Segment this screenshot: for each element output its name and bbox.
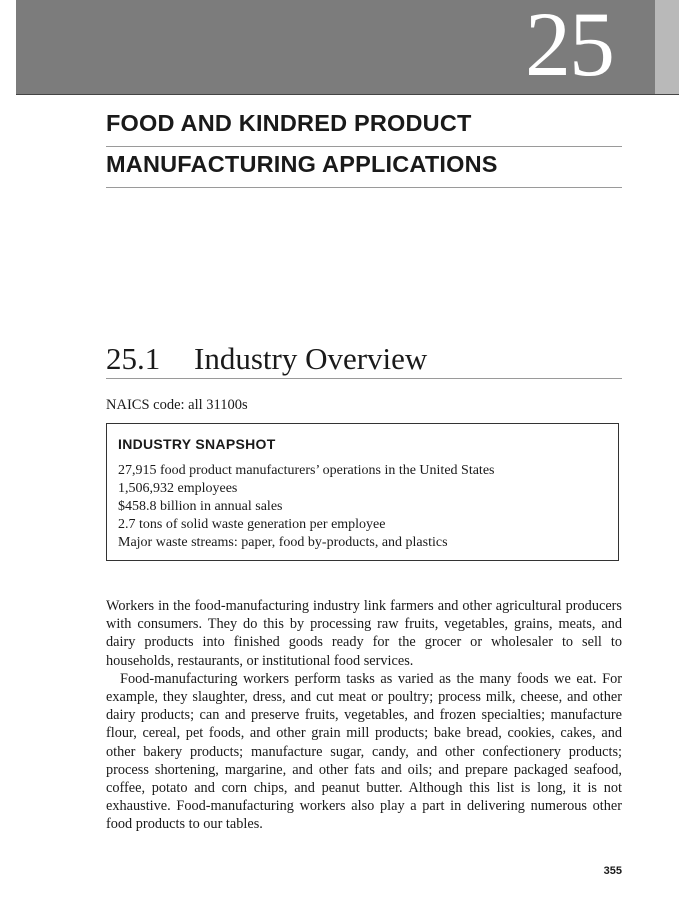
chapter-title-line-1: FOOD AND KINDRED PRODUCT	[106, 106, 622, 147]
body-text	[106, 597, 622, 834]
snapshot-item: $458.8 billion in annual sales	[118, 499, 283, 514]
snapshot-item: 2.7 tons of solid waste generation per employee	[118, 517, 386, 532]
snapshot-item: 1,506,932 employees	[118, 481, 238, 496]
industry-snapshot-box	[106, 423, 619, 561]
naics-code: NAICS code: all 31100s	[106, 397, 248, 413]
section-number: 25.1	[106, 341, 161, 376]
chapter-title	[106, 106, 622, 188]
snapshot-item: Major waste streams: paper, food by-products, and plastics	[118, 535, 448, 550]
snapshot-item: 27,915 food product manufacturers’ operations in the United States	[118, 463, 495, 478]
section-heading	[106, 341, 622, 379]
chapter-tab	[655, 0, 679, 94]
chapter-number: 25	[525, 0, 613, 95]
page-number: 355	[603, 865, 622, 877]
chapter-banner	[16, 0, 679, 95]
snapshot-list	[118, 462, 494, 552]
body-paragraph: Workers in the food-manufacturing industry link farmers and other agricultural producers with consumers. They do this by processing raw fruits, vegetables, grains, meats, and dairy products into finished goods ready for the grocer or wholesaler to sell to households, restaurants, or institutional food services.	[106, 598, 622, 669]
section-title: Industry Overview	[194, 341, 428, 376]
chapter-title-line-2: MANUFACTURING APPLICATIONS	[106, 147, 622, 188]
body-paragraph: Food-manufacturing workers perform tasks as varied as the many foods we eat. For example, they slaughter, dress, and cut meat or poultry; process milk, cheese, and other dairy products; can and preserve fruits, vegetables, and frozen specialties; manufacture flour, cereal, pet foods, and other grain mill products; bake bread, cookies, cakes, and other bakery products; manufacture sugar, candy, and other confectionery products; process shortening, margarine, and other fats and oils; and prepare packaged seafood, coffee, potato and corn chips, and peanut butter. Although this list is long, it is not exhaustive. Food-manufacturing workers also play a part in delivering numerous other food products to our tables.	[106, 670, 622, 833]
snapshot-title: INDUSTRY SNAPSHOT	[118, 436, 276, 452]
